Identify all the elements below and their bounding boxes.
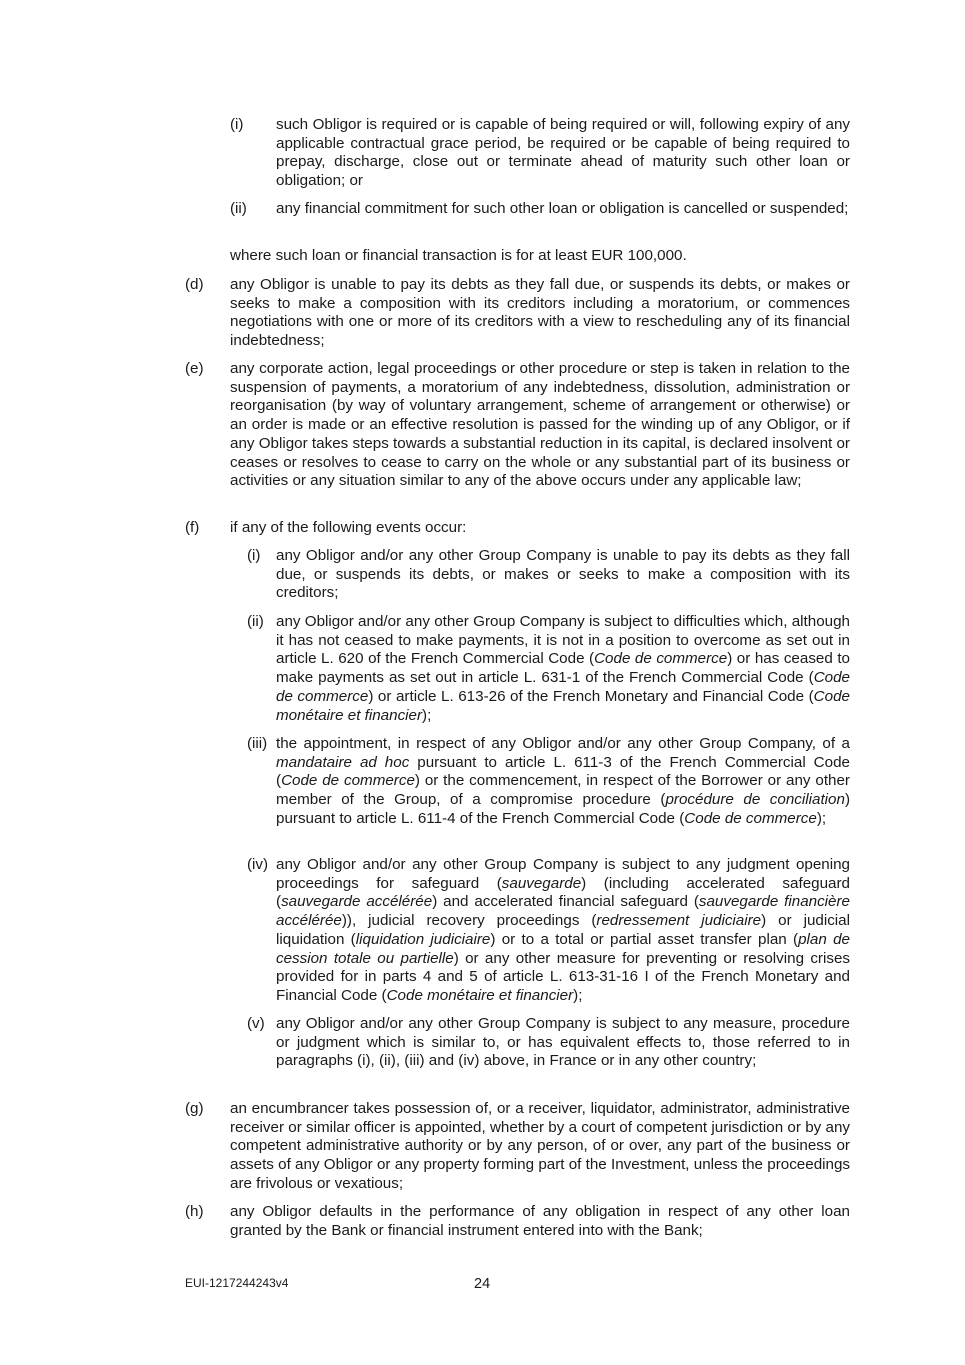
list-label: (ii) (247, 613, 264, 630)
list-item-text: any Obligor defaults in the performance of any obligation in respect of any other loan granted by the Bank or financial instrument entered into with the Bank; (230, 1203, 850, 1239)
list-item-text: if any of the following events occur: (230, 519, 467, 536)
list-item-text: the appointment, in respect of any Obligor and/or any other Group Company, of a mandataire ad hoc pursuant to article L. 611-3 of the French Commercial Code (Code de commerce) or the commencement, in respect of the Borrower or any other member of the Group, of a compromise procedure (procédure de conciliation) pursuant to article L. 611-4 of the French Commercial Code (Code de commerce); (276, 735, 851, 827)
list-item-text: any Obligor and/or any other Group Company is subject to any judgment opening proceedings for safeguard (sauvegarde) (including accelerated safeguard (sauvegarde accélérée) and accelerated financial safeguard (sauvegarde financière accélérée)), judicial recovery proceedings (redressement judiciaire) or judicial liquidation (liquidation judiciaire) or to a total or partial asset transfer plan (plan de cession totale ou partielle) or any other measure for preventing or resolving crises provided for in parts 4 and 5 of article L. 613-31-16 I of the French Monetary and Financial Code (Code monétaire et financier); (276, 856, 851, 1004)
list-label: (ii) (230, 200, 247, 217)
list-label: (g) (185, 1100, 204, 1117)
list-item-text: any Obligor is unable to pay its debts as they fall due, or suspends its debts, or makes or seeks to make a composition with its creditors including a moratorium, or commences negotiations with one or more of its creditors with a view to rescheduling any of its financial indebtedness; (230, 276, 850, 350)
list-label: (i) (230, 116, 244, 133)
list-item-text: any corporate action, legal proceedings or other procedure or step is taken in relation to the suspension of payments, a moratorium of any indebtedness, dissolution, administration or reorganisation (by way of voluntary arrangement, scheme of arrangement or otherwise) or an order is made or an effective resolution is passed for the winding up of any Obligor, or if any Obligor takes steps towards a substantial reduction in its capital, is declared insolvent or ceases or resolves to cease to carry on the whole or any substantial part of its business or activities or any situation similar to any of the above occurs under any applicable law; (230, 360, 850, 490)
list-item-text: any Obligor and/or any other Group Company is subject to any measure, procedure or judgment which is similar to, or has equivalent effects to, those referred to in paragraphs (i), (ii), (iii) and (iv) above, in France or in any other country; (276, 1015, 850, 1070)
list-label: (h) (185, 1203, 204, 1220)
list-label: (iii) (247, 735, 268, 752)
list-item-text: such Obligor is required or is capable of being required or will, following expiry of any applicable contractual grace period, be required or be capable of being required to prepay, discharge, close out or terminate ahead of maturity such other loan or obligation; or (276, 116, 850, 190)
list-label: (i) (247, 547, 261, 564)
list-item-text: any financial commitment for such other loan or obligation is cancelled or suspended; (276, 200, 849, 217)
list-label: (iv) (247, 856, 269, 873)
continuation-text: where such loan or financial transaction is for at least EUR 100,000. (230, 247, 687, 264)
list-item-text: any Obligor and/or any other Group Company is unable to pay its debts as they fall due, or suspends its debts, or makes or seeks to make a composition with its creditors; (276, 547, 850, 602)
list-item-text: an encumbrancer takes possession of, or a receiver, liquidator, administrator, administrative receiver or similar officer is appointed, whether by a court of competent jurisdiction or by any competent administrative authority or by any person, of or over, any part of the business or assets of any Obligor or any property forming part of the Investment, unless the proceedings are frivolous or vexatious; (230, 1100, 850, 1192)
document-reference: EUI-1217244243v4 (185, 1276, 289, 1290)
list-label: (f) (185, 519, 200, 536)
page-number: 24 (474, 1276, 491, 1292)
list-label: (d) (185, 276, 204, 293)
list-item-text: any Obligor and/or any other Group Company is subject to difficulties which, although it has not ceased to make payments, it is not in a position to overcome as set out in article L. 620 of the French Commercial Code (Code de commerce) or has ceased to make payments as set out in article L. 631-1 of the French Commercial Code (Code de commerce) or article L. 613-26 of the French Monetary and Financial Code (Code monétaire et financier); (276, 613, 850, 724)
list-label: (v) (247, 1015, 265, 1032)
list-label: (e) (185, 360, 204, 377)
